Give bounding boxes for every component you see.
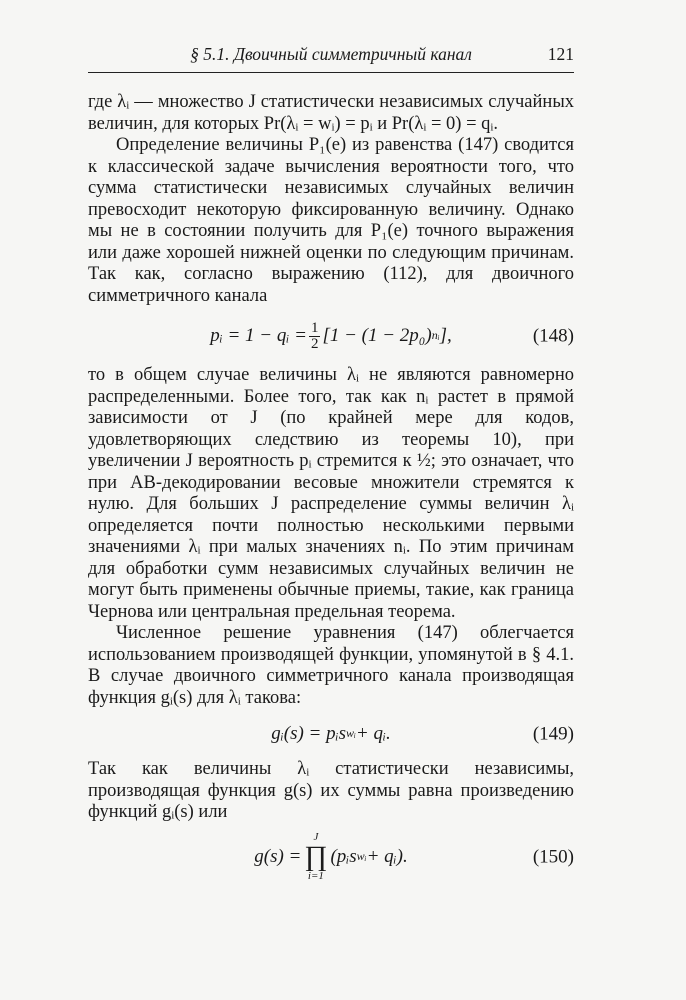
- paragraph-1: где λᵢ — множество J статистически независимых случайных величин, для которых Pr(λᵢ = wᵢ) = pᵢ и Pr(λᵢ = 0) = qᵢ.: [88, 92, 574, 134]
- eq148-half: [309, 321, 321, 352]
- running-head: § 5.1. Двоичный симметричный канал: [190, 44, 472, 64]
- eq150-lhs: g(s) =: [254, 845, 302, 867]
- equation-number-148: (148): [532, 325, 574, 347]
- product-upper-limit: J: [313, 830, 319, 843]
- eq149-exponent: wᵢ: [346, 726, 356, 741]
- equation-149: [88, 709, 574, 759]
- eq149-text: gᵢ(s) = pᵢs: [271, 723, 347, 745]
- page-number: 121: [547, 44, 574, 64]
- equation-number-150: (150): [532, 845, 574, 867]
- eq148-half-den: 2: [310, 335, 319, 352]
- eq150-tail: + qᵢ).: [366, 845, 408, 867]
- product-sign-icon: ∏: [304, 840, 328, 872]
- eq148-exponent: nᵢ: [431, 328, 440, 343]
- eq150-body: (pᵢs: [330, 845, 357, 867]
- equation-148: [88, 307, 574, 365]
- equation-number-149: (149): [532, 723, 574, 745]
- paragraph-3: то в общем случае величины λᵢ не являются равномерно распределенными. Более того, так как nᵢ растет в прямой зависимости от J (по крайней мере для кодов, удовлетворяющих следствию из теоремы 10), при увеличении J вероятность pᵢ стремится к ½; это означает, что при АВ-декодировании весовые множители стремятся к нулю. Для больших J распределение суммы величин λᵢ определяется почти полностью несколькими первыми значениями λᵢ при малых значениях nᵢ. По этим причинам для обработки сумм независимых случайных величин не могут быть применены обычные приемы, такие, как граница Чернова или центральная предельная теорема.: [88, 365, 574, 622]
- equation-150: [88, 824, 574, 890]
- paragraph-2: Определение величины P₁(e) из равенства (147) сводится к классической задаче вычисления вероятности того, что сумма статистически независимых случайных величин превосходит некоторую фиксированную величину. Однако мы не в состоянии получить для P₁(e) точного выражения или даже хорошей нижней оценки по следующим причинам. Так как, согласно выражению (112), для двоичного симметричного канала: [88, 135, 574, 306]
- eq149-tail: + qᵢ.: [355, 723, 391, 745]
- eq148-rhs: [1 − (1 − 2p₀): [322, 325, 432, 347]
- page-body: [88, 92, 574, 890]
- product-lower-limit: i=1: [307, 869, 324, 882]
- paragraph-5: Так как величины λᵢ статистически независимы, производящая функция g(s) их суммы равна произведению функций gᵢ(s) или: [88, 759, 574, 822]
- product-operator: [304, 832, 327, 882]
- eq148-lhs: pᵢ = 1 − qᵢ =: [210, 325, 307, 347]
- header-rule: [88, 72, 574, 73]
- eq150-exponent: wᵢ: [356, 848, 367, 863]
- paragraph-4: Численное решение уравнения (147) облегчается использованием производящей функции, упомянутой в § 4.1. В случае двоичного симметричного канала производящая функция gᵢ(s) для λᵢ такова:: [88, 623, 574, 708]
- eq148-half-num: 1: [310, 319, 319, 336]
- eq148-close: ],: [439, 325, 452, 347]
